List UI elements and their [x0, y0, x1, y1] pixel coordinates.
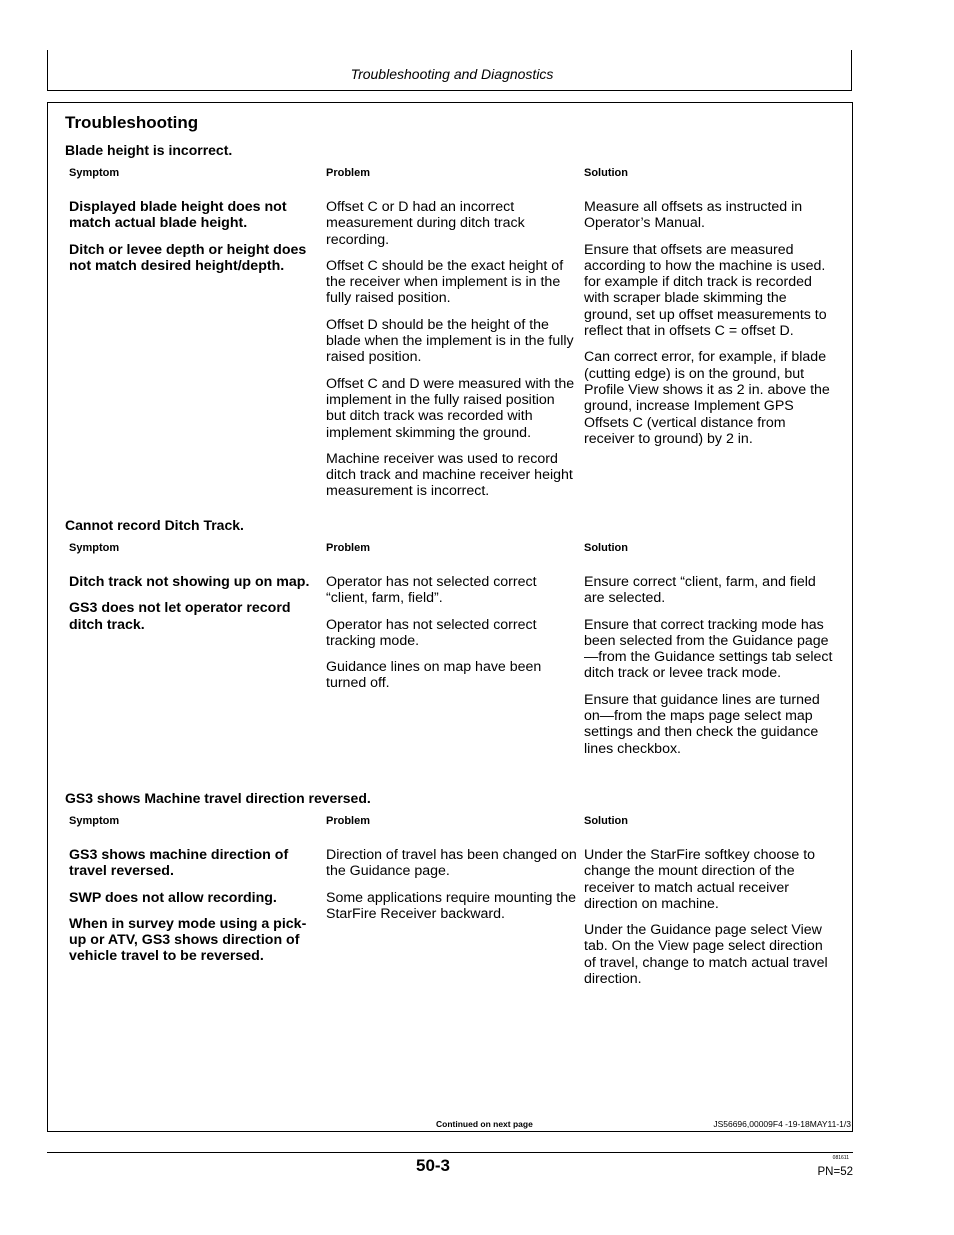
solution-text: Ensure that guidance lines are turned on—from the maps page select map settings and then check the guidance lines checkbox.	[584, 691, 820, 757]
solution-text: Under the StarFire softkey choose to change the mount direction of the receiver to match actual receiver direction on machine.	[584, 847, 816, 912]
problem-text: Some applications require mounting the StarFire Receiver backward.	[326, 889, 577, 922]
symptom-text: SWP does not allow recording.	[69, 889, 277, 906]
print-code: 081611	[832, 1155, 849, 1161]
symptom-text: GS3 shows machine direction of travel reversed.	[69, 847, 289, 880]
solution-cell	[584, 847, 838, 997]
section-title: Troubleshooting	[65, 113, 199, 132]
continued-note: Continued on next page	[436, 1119, 533, 1129]
solution-cell	[584, 199, 838, 457]
problem-column-header: Problem	[326, 815, 371, 827]
symptom-column-header: Symptom	[69, 167, 120, 179]
solution-text: Ensure that offsets are measured according to how the machine is used. for example if ditch track is recorded with scraper blade skimming the ground, set up offset measurements to reflect that in offsets C = offset D.	[584, 241, 827, 340]
symptom-cell	[69, 199, 319, 284]
problem-text: Offset C and D were measured with the implement in the fully raised position but ditch track was recorded with implement skimming the ground.	[326, 375, 575, 441]
solution-column-header: Solution	[584, 167, 628, 179]
symptom-text: Ditch track not showing up on map.	[69, 574, 310, 590]
problem-column-header: Problem	[326, 542, 371, 554]
solution-text: Ensure that correct tracking mode has been selected from the Guidance page—from the Guidance settings tab select ditch track or levee track mode.	[584, 616, 833, 682]
symptom-text: When in survey mode using a pick-up or ATV, GS3 shows direction of vehicle travel to be reversed.	[69, 915, 307, 965]
problem-column-header: Problem	[326, 167, 371, 179]
header-rule	[47, 90, 852, 91]
group-title: Cannot record Ditch Track.	[65, 517, 244, 533]
symptom-text: GS3 does not let operator record ditch track.	[69, 600, 291, 633]
pn-label: PN=52	[817, 1166, 853, 1178]
solution-text: Under the Guidance page select View tab. On the View page select direction of travel, change to match actual travel direction.	[584, 922, 828, 988]
symptom-cell	[69, 574, 319, 643]
symptom-cell	[69, 847, 319, 975]
group-title: Blade height is incorrect.	[65, 142, 233, 158]
footer-rule	[47, 1152, 853, 1153]
problem-text: Machine receiver was used to record ditch track and machine receiver height measurement is incorrect.	[326, 450, 573, 500]
page-number: 50-3	[415, 1156, 451, 1175]
document-reference: JS56696,00009F4 -19-18MAY11-1/3	[713, 1119, 851, 1129]
solution-cell	[584, 574, 838, 767]
problem-text: Operator has not selected correct tracking mode.	[326, 616, 537, 649]
problem-text: Offset C or D had an incorrect measurement during ditch track recording.	[326, 199, 525, 248]
problem-text: Offset D should be the height of the blade when the implement is in the fully raised position.	[326, 316, 574, 366]
problem-cell	[326, 847, 578, 932]
problem-cell	[326, 199, 578, 510]
symptom-text: Displayed blade height does not match actual blade height.	[69, 199, 287, 232]
solution-text: Can correct error, for example, if blade (cutting edge) is on the ground, but Profile View shows it as 2 in. above the ground, increase Implement GPS Offsets C (vertical distance from receiver to ground) by 2 in.	[584, 349, 830, 447]
symptom-column-header: Symptom	[69, 815, 120, 827]
problem-text: Direction of travel has been changed on the Guidance page.	[326, 847, 577, 880]
group-title: GS3 shows Machine travel direction reversed.	[65, 790, 371, 806]
problem-text: Guidance lines on map have been turned off.	[326, 659, 542, 692]
solution-text: Measure all offsets as instructed in Operator’s Manual.	[584, 199, 803, 232]
solution-text: Ensure correct “client, farm, and field are selected.	[584, 574, 816, 607]
running-header: Troubleshooting and Diagnostics	[350, 66, 554, 82]
symptom-text: Ditch or levee depth or height does not match desired height/depth.	[69, 241, 307, 274]
problem-text: Operator has not selected correct “client, farm, field”.	[326, 574, 537, 607]
solution-column-header: Solution	[584, 815, 628, 827]
solution-column-header: Solution	[584, 542, 628, 554]
problem-text: Offset C should be the exact height of the receiver when implement is in the fully raised position.	[326, 257, 564, 307]
symptom-column-header: Symptom	[69, 542, 120, 554]
problem-cell	[326, 574, 578, 702]
